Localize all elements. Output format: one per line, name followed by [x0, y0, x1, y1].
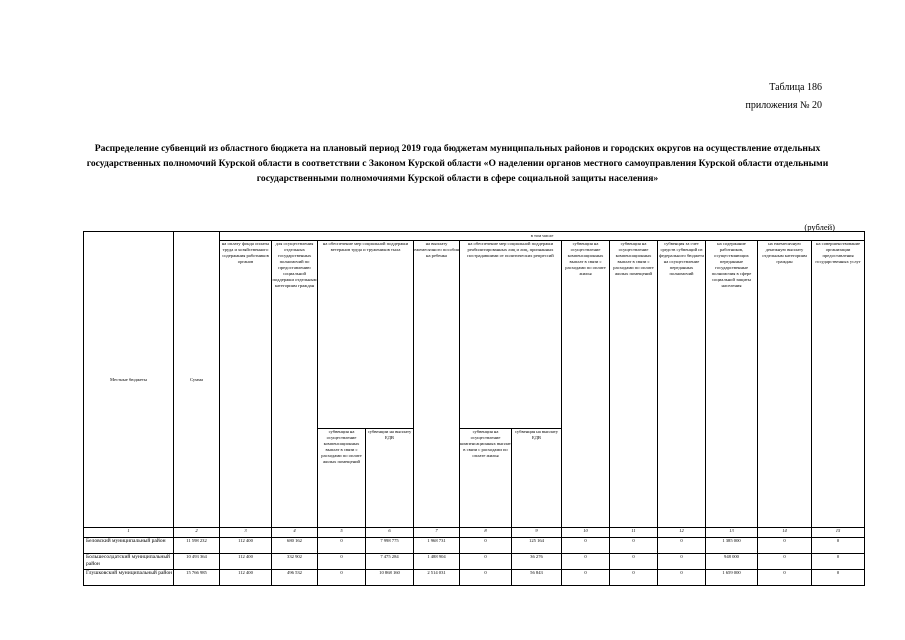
table-cell: 0	[460, 570, 512, 586]
table-cell: 0	[562, 570, 610, 586]
table-cell: 15 766 985	[174, 570, 220, 586]
table-cell: 948 000	[706, 554, 758, 570]
col-num: 4	[272, 528, 318, 538]
col-header-sum: Сумма	[174, 232, 220, 528]
col-header-5: субвенция на осуществление компенсационных выплат в связи с расходами по оплате жилых помещений	[318, 429, 366, 528]
col-header-13: на содержание работников, осуществляющих переданные государственные полномочия в сфере социальной защиты населения	[706, 241, 758, 528]
col-num: 8	[460, 528, 512, 538]
document-title: Распределение субвенций из областного бюджета на плановый период 2019 года бюджетам муниципальных районов и городских округов на осуществление отдельных государственных полномочий Курской области в соответствии с Законом Курской области «О наделении органов местного самоуправления Курской области отдельными государственными полномочиями Курской области в сфере социальной защиты населения»	[86, 143, 829, 184]
table-cell: 0	[460, 554, 512, 570]
table-cell: 10 493 364	[174, 554, 220, 570]
table-cell: 1 385 000	[706, 538, 758, 554]
col-num: 7	[414, 528, 460, 538]
table-cell: 0	[562, 554, 610, 570]
col-num: 14	[758, 528, 812, 538]
table-cell: 496 532	[272, 570, 318, 586]
table-cell: 112 400	[220, 538, 272, 554]
table-cell: 7 998 775	[366, 538, 414, 554]
table-cell: 36 276	[512, 554, 562, 570]
col-header-7: на выплату ежемесячного пособия на ребенка	[414, 241, 460, 528]
table-cell: 112 400	[220, 554, 272, 570]
table-cell: 0	[658, 538, 706, 554]
units-label: (рублей)	[804, 222, 835, 232]
table-cell: 0	[318, 570, 366, 586]
col-header-3: на оплату фонда оплаты труда и хозяйственного содержания работников органов	[220, 241, 272, 528]
col-num: 10	[562, 528, 610, 538]
appendix-number: приложения № 20	[745, 100, 822, 111]
table-cell: 0	[562, 538, 610, 554]
table-cell: 7 475 284	[366, 554, 414, 570]
table-cell: 0	[812, 554, 865, 570]
col-num: 6	[366, 528, 414, 538]
row-name: Глушковский муниципальный район	[84, 570, 174, 586]
table-cell: 680 162	[272, 538, 318, 554]
col-header-budgets: Местные бюджеты	[84, 232, 174, 528]
col-header-6: субвенции на выплату ЕДВ	[366, 429, 414, 528]
col-header-11: субвенция на осуществление компенсационных выплат в связи с расходами по оплате жилых помещений	[610, 241, 658, 528]
table-cell: 0	[460, 538, 512, 554]
table-cell: 11 598 232	[174, 538, 220, 554]
col-header-5-6: на обеспечение мер социальной поддержки ветеранов труда и тружеников тыла	[318, 241, 414, 429]
table-cell: 0	[758, 570, 812, 586]
table-cell: 125 164	[512, 538, 562, 554]
col-num: 11	[610, 528, 658, 538]
table-number: Таблица 186	[769, 82, 822, 93]
table-cell: 56 843	[512, 570, 562, 586]
col-num: 15	[812, 528, 865, 538]
table-row	[84, 554, 865, 570]
table-cell: 1 659 000	[706, 570, 758, 586]
table-cell: 1 968 731	[414, 538, 460, 554]
col-header-8-9: на обеспечение мер социальной поддержки реабилитированных лиц и лиц, признанных пострадавшими от политических репрессий	[460, 241, 562, 429]
col-header-8: субвенция на осуществление компенсационных выплат в связи с расходами по оплате жилья	[460, 429, 512, 528]
row-name: Большесолдатский муниципальный район	[84, 554, 174, 570]
table-cell: 0	[318, 538, 366, 554]
column-numbers-row	[84, 528, 865, 538]
table-cell: 1 488 904	[414, 554, 460, 570]
table-cell: 2 514 031	[414, 570, 460, 586]
col-num: 1	[84, 528, 174, 538]
col-header-14: на ежемесячную денежную выплату отдельным категориям граждан	[758, 241, 812, 528]
subsidy-table	[83, 231, 865, 586]
table-cell: 0	[318, 554, 366, 570]
col-header-12: субвенция за счет средств субвенций из федерального бюджета на осуществление переданных полномочий	[658, 241, 706, 528]
col-num: 5	[318, 528, 366, 538]
col-header-4: для осуществления отдельных государственных полномочий по предоставлению социальной поддержки отдельным категориям граждан	[272, 241, 318, 528]
table-cell: 332 902	[272, 554, 318, 570]
table-cell: 10 868 160	[366, 570, 414, 586]
col-num: 2	[174, 528, 220, 538]
row-name: Беловский муниципальный район	[84, 538, 174, 554]
table-cell: 0	[812, 570, 865, 586]
col-num: 12	[658, 528, 706, 538]
table-cell: 0	[610, 554, 658, 570]
table-row	[84, 570, 865, 586]
table-cell: 0	[658, 570, 706, 586]
table-cell: 0	[758, 554, 812, 570]
table-cell: 0	[658, 554, 706, 570]
table-cell: 0	[610, 570, 658, 586]
table-cell: 0	[758, 538, 812, 554]
col-num: 13	[706, 528, 758, 538]
col-num: 3	[220, 528, 272, 538]
table-cell: 112 400	[220, 570, 272, 586]
col-header-in-total: в том числе	[220, 232, 865, 241]
table-cell: 0	[812, 538, 865, 554]
table-row	[84, 538, 865, 554]
table-cell: 0	[610, 538, 658, 554]
col-header-15: на совершенствование организации предоставления государственных услуг	[812, 241, 865, 528]
col-header-9: субвенция на выплату ЕДВ	[512, 429, 562, 528]
col-header-10: субвенция на осуществление компенсационных выплат в связи с расходами по оплате жилья	[562, 241, 610, 528]
col-num: 9	[512, 528, 562, 538]
